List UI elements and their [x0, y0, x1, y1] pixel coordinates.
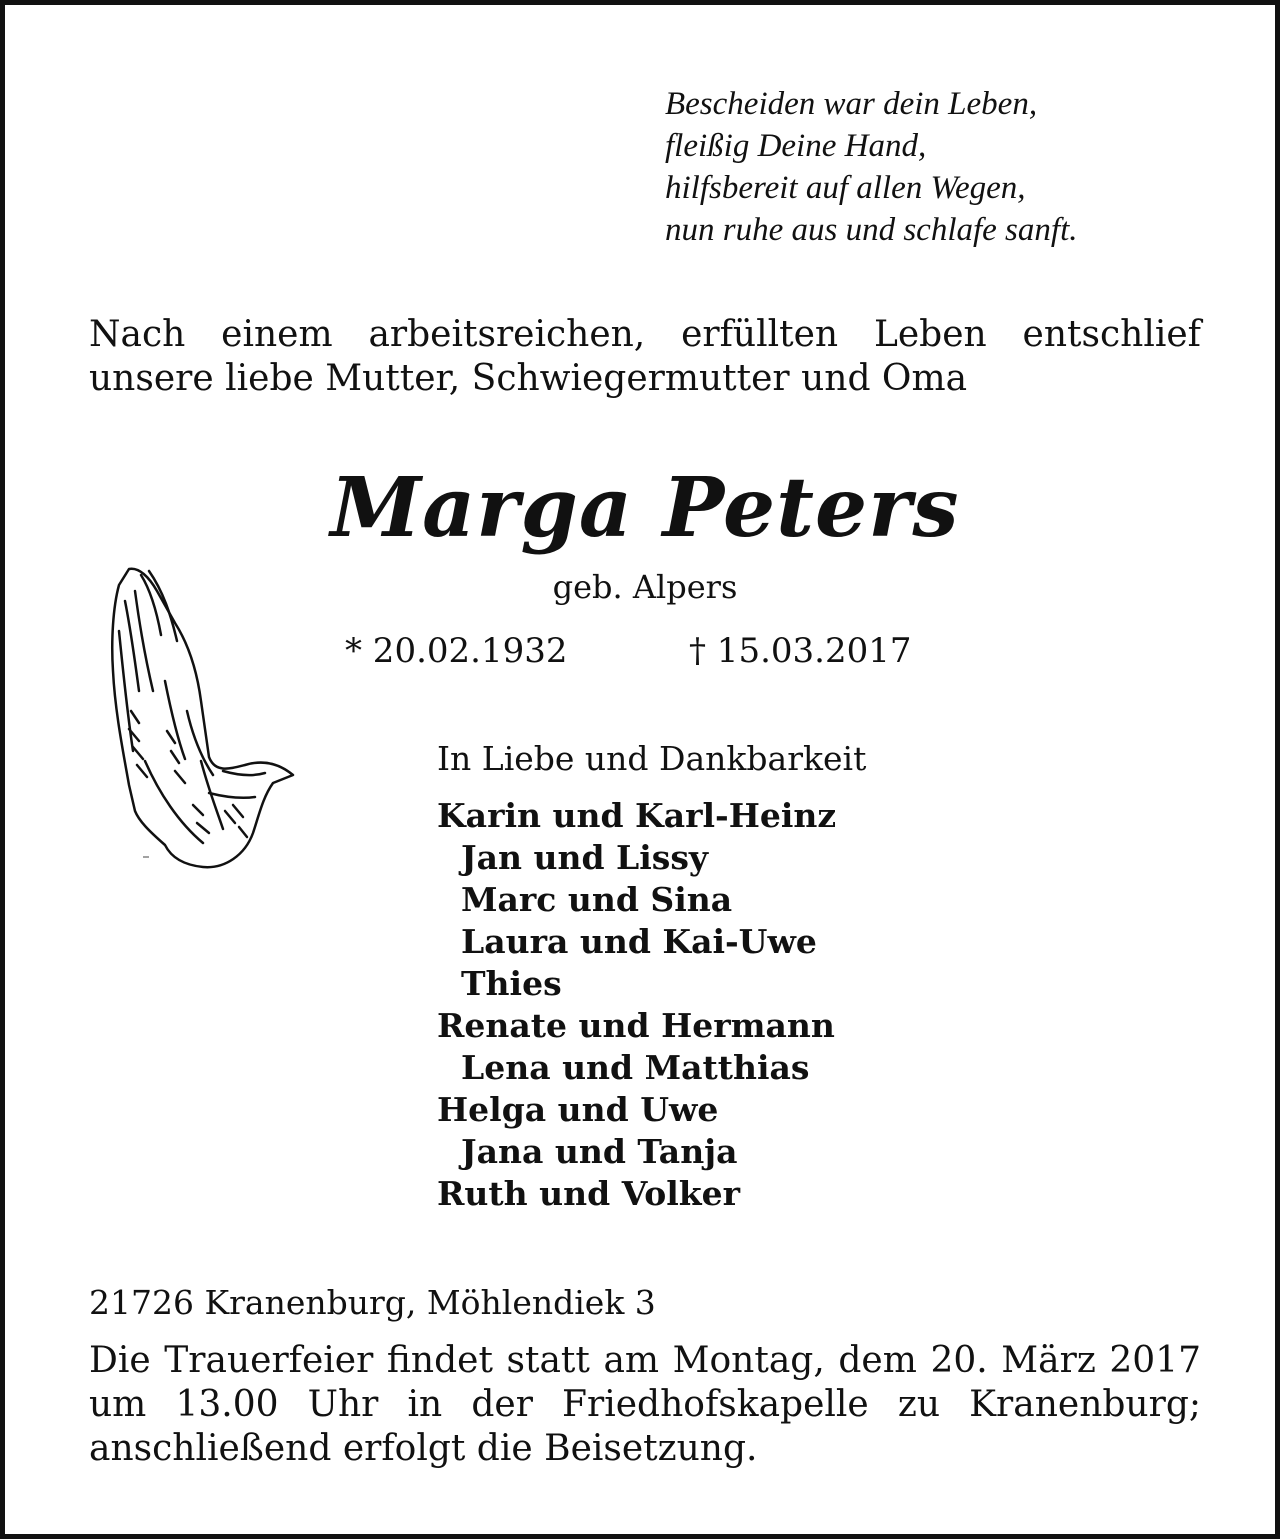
family-member: Karin und Karl-Heinz: [437, 796, 837, 835]
family-member: Renate und Hermann: [437, 1006, 835, 1045]
intro-line: Nach einem arbeitsreichen, erfüllten Leben entschlief: [89, 314, 1201, 355]
family-member: Thies: [461, 964, 562, 1003]
ceremony-line: um 13.00 Uhr in der Friedhofskapelle zu Kranenburg;: [89, 1384, 1201, 1425]
birth-date: * 20.02.1932: [345, 631, 568, 671]
memorial-verse: [665, 83, 1077, 251]
intro-line: unsere liebe Mutter, Schwiegermutter und Oma: [89, 358, 968, 399]
ceremony-text: [89, 1339, 1201, 1471]
intro-text: [89, 313, 1201, 401]
family-member: Lena und Matthias: [461, 1048, 810, 1087]
family-member: Jan und Lissy: [461, 838, 709, 877]
family-list: [437, 795, 836, 1215]
praying-hands-icon: [105, 561, 305, 881]
death-date: † 15.03.2017: [689, 631, 912, 671]
deceased-name: Marga Peters: [330, 460, 960, 556]
verse-line: nun ruhe aus und schlafe sanft.: [665, 212, 1078, 248]
family-member: Laura und Kai-Uwe: [461, 922, 817, 961]
ceremony-line: anschließend erfolgt die Beisetzung.: [89, 1428, 758, 1469]
family-member: Helga und Uwe: [437, 1090, 719, 1129]
verse-line: hilfsbereit auf allen Wegen,: [665, 170, 1026, 206]
verse-line: fleißig Deine Hand,: [665, 128, 927, 164]
verse-line: Bescheiden war dein Leben,: [665, 86, 1038, 122]
family-member: Marc und Sina: [461, 880, 733, 919]
thanks-line: In Liebe und Dankbarkeit: [437, 739, 867, 778]
address: 21726 Kranenburg, Möhlendiek 3: [89, 1283, 656, 1322]
ceremony-line: Die Trauerfeier findet statt am Montag, dem 20. März 2017: [89, 1340, 1201, 1381]
maiden-name: geb. Alpers: [552, 568, 738, 606]
family-member: Jana und Tanja: [461, 1132, 738, 1171]
family-member: Ruth und Volker: [437, 1174, 741, 1213]
